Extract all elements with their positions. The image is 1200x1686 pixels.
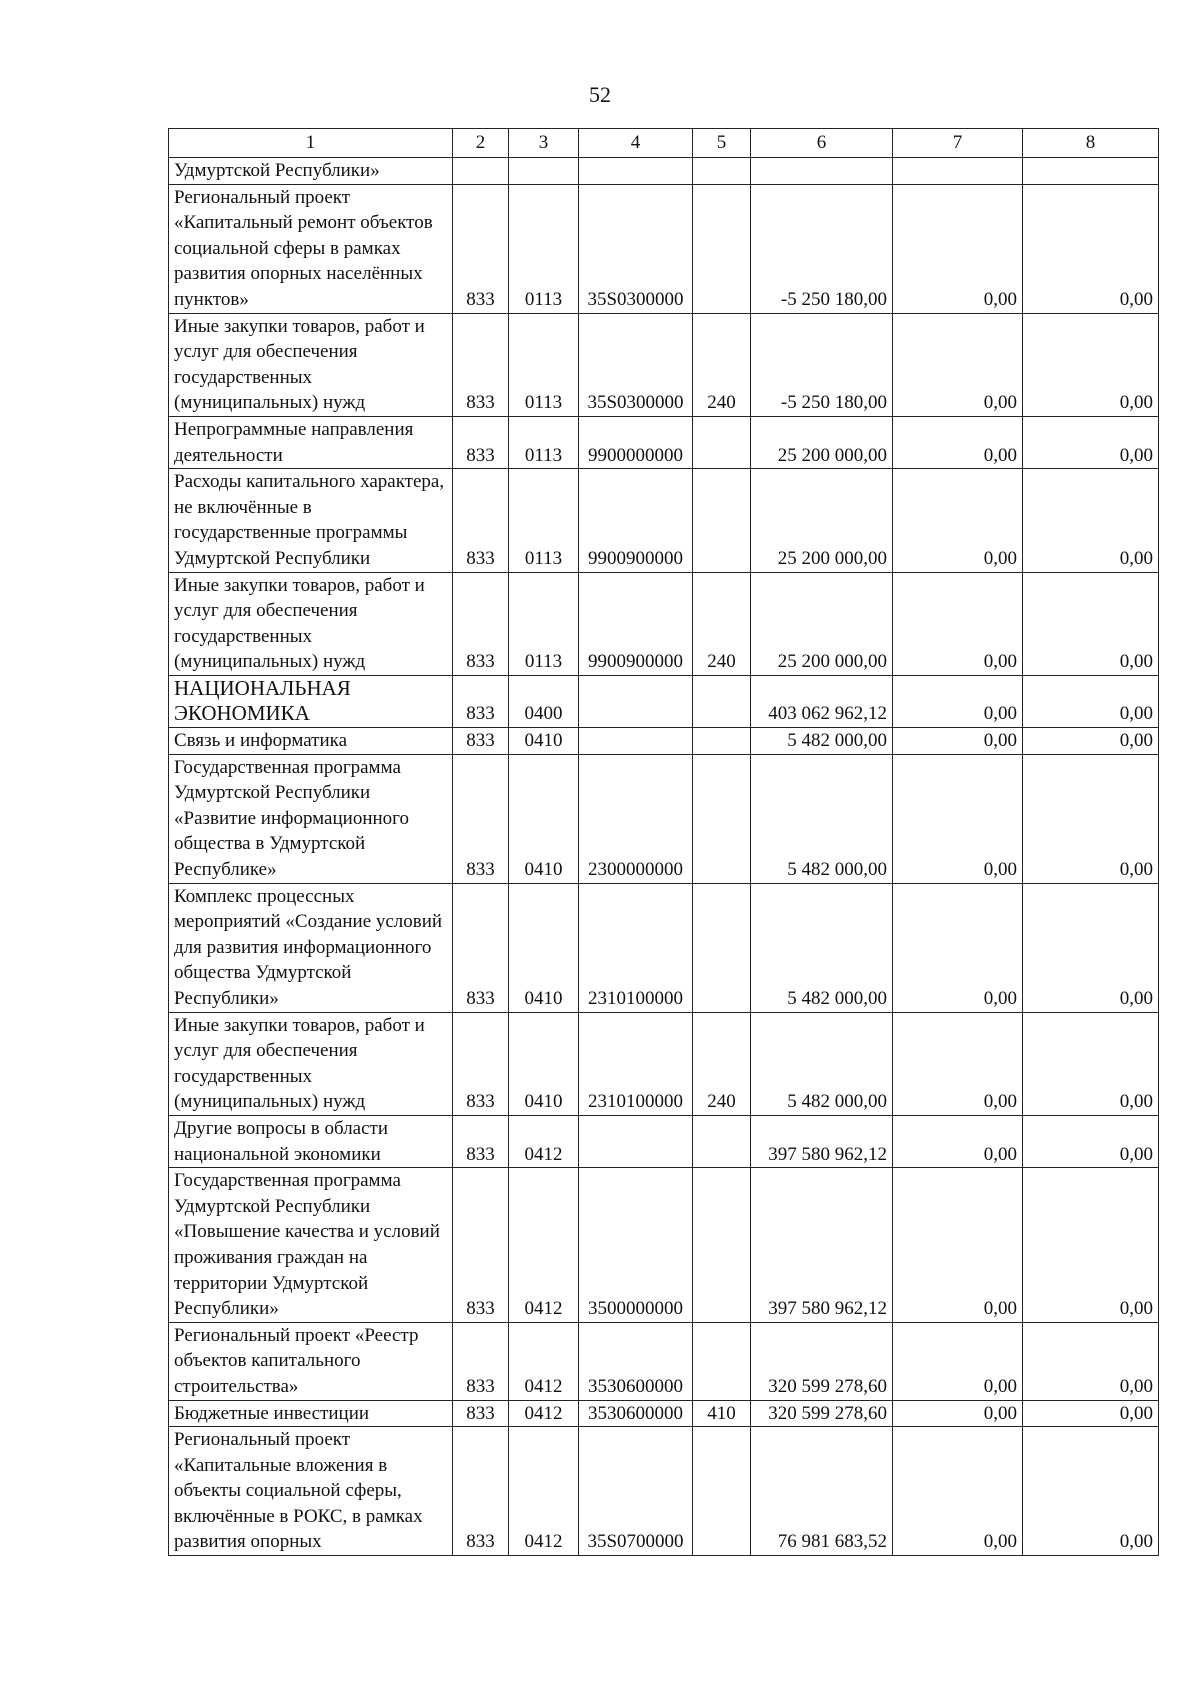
amount-cell: 5 482 000,00: [751, 883, 893, 1012]
table-row: [169, 883, 1159, 1012]
amount-col8-cell: 0,00: [1023, 1400, 1159, 1427]
expense-type-cell: [693, 1427, 751, 1556]
row-name-cell: Иные закупки товаров, работ и услуг для обеспечения государственных (муниципальных) нужд: [169, 313, 453, 416]
amount-col8-cell: 0,00: [1023, 1168, 1159, 1323]
section-code-cell: 0410: [509, 728, 579, 755]
admin-code-cell: 833: [453, 883, 509, 1012]
admin-code-cell: 833: [453, 416, 509, 468]
amount-col7-cell: 0,00: [893, 469, 1023, 572]
amount-col7-cell: 0,00: [893, 1012, 1023, 1115]
row-name-cell: Региональный проект «Капитальный ремонт объектов социальной сферы в рамках развития опорных населённых пунктов»: [169, 184, 453, 313]
row-name-cell: НАЦИОНАЛЬНАЯ ЭКОНОМИКА: [169, 675, 453, 727]
table-row: [169, 675, 1159, 727]
amount-col8-cell: 0,00: [1023, 1427, 1159, 1556]
table-row: [169, 184, 1159, 313]
amount-cell: 403 062 962,12: [751, 675, 893, 727]
admin-code-cell: 833: [453, 728, 509, 755]
amount-col8-cell: 0,00: [1023, 1322, 1159, 1400]
row-name-cell: Непрограммные направления деятельности: [169, 416, 453, 468]
section-code-cell: 0113: [509, 416, 579, 468]
page-number: 52: [589, 82, 611, 107]
amount-col7-cell: 0,00: [893, 883, 1023, 1012]
amount-col8-cell: 0,00: [1023, 754, 1159, 883]
amount-col8-cell: 0,00: [1023, 883, 1159, 1012]
expense-type-cell: [693, 728, 751, 755]
row-name-cell: Государственная программа Удмуртской Республики «Повышение качества и условий проживания граждан на территории Удмуртской Республики»: [169, 1168, 453, 1323]
target-article-cell: 3500000000: [579, 1168, 693, 1323]
table-row: [169, 1427, 1159, 1556]
section-code-cell: 0113: [509, 469, 579, 572]
section-code-cell: 0400: [509, 675, 579, 727]
amount-col8-cell: 0,00: [1023, 416, 1159, 468]
amount-col8-cell: 0,00: [1023, 675, 1159, 727]
admin-code-cell: 833: [453, 469, 509, 572]
admin-code-cell: 833: [453, 572, 509, 675]
admin-code-cell: 833: [453, 313, 509, 416]
amount-cell: 397 580 962,12: [751, 1168, 893, 1323]
admin-code-cell: [453, 158, 509, 185]
amount-col8-cell: [1023, 158, 1159, 185]
section-code-cell: 0410: [509, 883, 579, 1012]
amount-cell: 76 981 683,52: [751, 1427, 893, 1556]
target-article-cell: 9900900000: [579, 572, 693, 675]
expense-type-cell: [693, 469, 751, 572]
target-article-cell: [579, 1115, 693, 1167]
row-name-cell: Другие вопросы в области национальной экономики: [169, 1115, 453, 1167]
column-header: 1: [169, 129, 453, 158]
amount-col7-cell: 0,00: [893, 728, 1023, 755]
table-row: [169, 1400, 1159, 1427]
column-header: 6: [751, 129, 893, 158]
expense-type-cell: [693, 416, 751, 468]
section-code-cell: 0412: [509, 1115, 579, 1167]
expense-type-cell: 240: [693, 1012, 751, 1115]
column-header: 7: [893, 129, 1023, 158]
expense-type-cell: [693, 1115, 751, 1167]
amount-col8-cell: 0,00: [1023, 469, 1159, 572]
section-code-cell: 0113: [509, 184, 579, 313]
row-name-cell: Иные закупки товаров, работ и услуг для обеспечения государственных (муниципальных) нужд: [169, 1012, 453, 1115]
row-name-cell: Региональный проект «Реестр объектов капитального строительства»: [169, 1322, 453, 1400]
admin-code-cell: 833: [453, 1400, 509, 1427]
amount-col8-cell: 0,00: [1023, 313, 1159, 416]
header-row: [169, 129, 1159, 158]
section-code-cell: 0410: [509, 1012, 579, 1115]
target-article-cell: 3530600000: [579, 1322, 693, 1400]
amount-cell: 25 200 000,00: [751, 469, 893, 572]
amount-col8-cell: 0,00: [1023, 1012, 1159, 1115]
amount-cell: 5 482 000,00: [751, 754, 893, 883]
expense-type-cell: 410: [693, 1400, 751, 1427]
amount-col7-cell: 0,00: [893, 1168, 1023, 1323]
expense-type-cell: [693, 1322, 751, 1400]
amount-col7-cell: 0,00: [893, 1400, 1023, 1427]
admin-code-cell: 833: [453, 754, 509, 883]
row-name-cell: Расходы капитального характера, не включённые в государственные программы Удмуртской Республики: [169, 469, 453, 572]
table-row: [169, 469, 1159, 572]
expense-type-cell: [693, 1168, 751, 1323]
amount-cell: 320 599 278,60: [751, 1400, 893, 1427]
table-row: [169, 754, 1159, 883]
admin-code-cell: 833: [453, 1168, 509, 1323]
table-row: [169, 572, 1159, 675]
section-code-cell: 0412: [509, 1322, 579, 1400]
table-row: [169, 728, 1159, 755]
amount-cell: 5 482 000,00: [751, 728, 893, 755]
amount-cell: -5 250 180,00: [751, 313, 893, 416]
section-code-cell: 0113: [509, 313, 579, 416]
expense-type-cell: [693, 754, 751, 883]
column-header: 3: [509, 129, 579, 158]
row-name-cell: Государственная программа Удмуртской Республики «Развитие информационного общества в Удмуртской Республике»: [169, 754, 453, 883]
amount-col7-cell: 0,00: [893, 313, 1023, 416]
amount-cell: -5 250 180,00: [751, 184, 893, 313]
section-code-cell: 0412: [509, 1427, 579, 1556]
expense-type-cell: 240: [693, 313, 751, 416]
admin-code-cell: 833: [453, 1012, 509, 1115]
expense-type-cell: [693, 675, 751, 727]
row-name-cell: Удмуртской Республики»: [169, 158, 453, 185]
amount-col8-cell: 0,00: [1023, 184, 1159, 313]
row-name-cell: Иные закупки товаров, работ и услуг для обеспечения государственных (муниципальных) нужд: [169, 572, 453, 675]
target-article-cell: 35S0700000: [579, 1427, 693, 1556]
column-header: 8: [1023, 129, 1159, 158]
expense-type-cell: [693, 184, 751, 313]
row-name-cell: Региональный проект «Капитальные вложения в объекты социальной сферы, включённые в РОКС, в рамках развития опорных: [169, 1427, 453, 1556]
target-article-cell: 2310100000: [579, 883, 693, 1012]
column-header: 4: [579, 129, 693, 158]
target-article-cell: 9900900000: [579, 469, 693, 572]
amount-col7-cell: 0,00: [893, 572, 1023, 675]
admin-code-cell: 833: [453, 1427, 509, 1556]
target-article-cell: 9900000000: [579, 416, 693, 468]
amount-cell: 397 580 962,12: [751, 1115, 893, 1167]
target-article-cell: 3530600000: [579, 1400, 693, 1427]
row-name-cell: Бюджетные инвестиции: [169, 1400, 453, 1427]
amount-col7-cell: [893, 158, 1023, 185]
target-article-cell: [579, 728, 693, 755]
row-name-cell: Комплекс процессных мероприятий «Создание условий для развития информационного общества Удмуртской Республики»: [169, 883, 453, 1012]
section-code-cell: 0113: [509, 572, 579, 675]
admin-code-cell: 833: [453, 1115, 509, 1167]
table-row: [169, 313, 1159, 416]
table-row: [169, 416, 1159, 468]
amount-col8-cell: 0,00: [1023, 1115, 1159, 1167]
column-header: 5: [693, 129, 751, 158]
table-row: [169, 158, 1159, 185]
amount-col7-cell: 0,00: [893, 1115, 1023, 1167]
row-name-cell: Связь и информатика: [169, 728, 453, 755]
amount-cell: [751, 158, 893, 185]
target-article-cell: 35S0300000: [579, 313, 693, 416]
admin-code-cell: 833: [453, 1322, 509, 1400]
column-header: 2: [453, 129, 509, 158]
expense-type-cell: 240: [693, 572, 751, 675]
amount-col7-cell: 0,00: [893, 184, 1023, 313]
admin-code-cell: 833: [453, 184, 509, 313]
table-row: [169, 1115, 1159, 1167]
amount-col8-cell: 0,00: [1023, 572, 1159, 675]
table-row: [169, 1168, 1159, 1323]
budget-table: [168, 128, 1159, 1556]
admin-code-cell: 833: [453, 675, 509, 727]
section-code-cell: [509, 158, 579, 185]
expense-type-cell: [693, 883, 751, 1012]
amount-col7-cell: 0,00: [893, 416, 1023, 468]
amount-col7-cell: 0,00: [893, 675, 1023, 727]
target-article-cell: [579, 675, 693, 727]
expense-type-cell: [693, 158, 751, 185]
table-row: [169, 1322, 1159, 1400]
table-body: [169, 158, 1159, 1556]
target-article-cell: 2310100000: [579, 1012, 693, 1115]
section-code-cell: 0412: [509, 1400, 579, 1427]
amount-cell: 25 200 000,00: [751, 572, 893, 675]
target-article-cell: [579, 158, 693, 185]
target-article-cell: 2300000000: [579, 754, 693, 883]
section-code-cell: 0412: [509, 1168, 579, 1323]
target-article-cell: 35S0300000: [579, 184, 693, 313]
amount-col7-cell: 0,00: [893, 754, 1023, 883]
amount-cell: 5 482 000,00: [751, 1012, 893, 1115]
amount-cell: 25 200 000,00: [751, 416, 893, 468]
amount-col7-cell: 0,00: [893, 1322, 1023, 1400]
amount-col8-cell: 0,00: [1023, 728, 1159, 755]
section-code-cell: 0410: [509, 754, 579, 883]
amount-cell: 320 599 278,60: [751, 1322, 893, 1400]
amount-col7-cell: 0,00: [893, 1427, 1023, 1556]
table-row: [169, 1012, 1159, 1115]
